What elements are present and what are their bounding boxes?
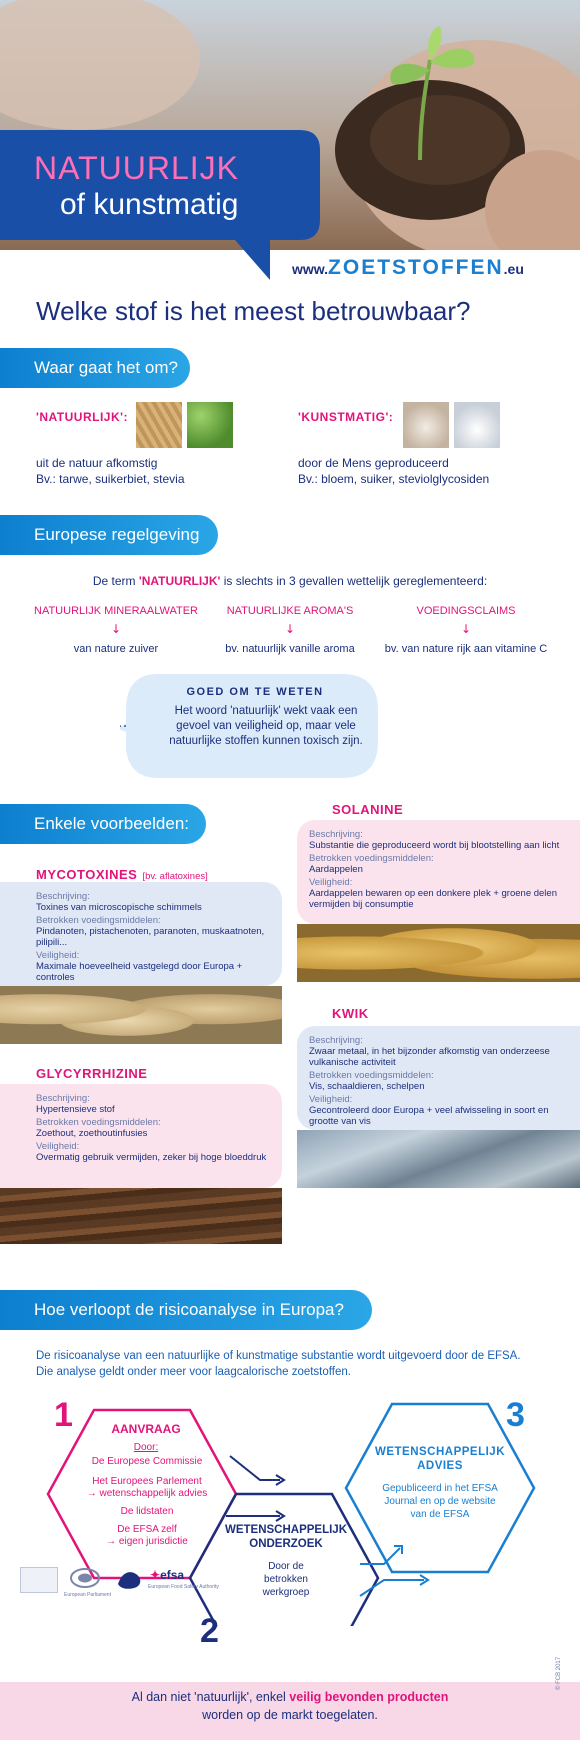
step2-title-2: ONDERZOEK [249,1538,323,1550]
stevia-photo [187,402,233,448]
natural-label: 'NATUURLIJK': [36,410,128,424]
glycyrrhizine-box [0,1084,282,1188]
glycyrrhizine-desc-label: Beschrijving: [36,1093,90,1104]
case-claims-arrow: ↓ [460,622,472,636]
efsa-logo-mark: ✦ [150,1568,161,1582]
step3-title-2: ADVIES [417,1460,463,1472]
section-heading-about: Waar gaat het om? [0,348,190,388]
regulation-intro-term: 'NATUURLIJK' [138,574,221,588]
mycotoxines-desc: Toxines van microscopische schimmels [36,902,202,913]
step2-title-1: WETENSCHAPPELIJK [224,1524,348,1536]
solanine-title: SOLANINE [332,802,404,817]
footer-line-1 [0,1690,580,1704]
kwik-box [297,1026,580,1130]
efsa-logo-text: efsa [160,1568,185,1582]
glycyrrhizine-safety-label: Veiligheid: [36,1141,80,1152]
step1-item-efsa-sub: → eigen jurisdictie [106,1536,188,1547]
member-states-map-logo [112,1566,146,1592]
section-heading-risk: Hoe verloopt de risicoanalyse in Europa? [0,1290,372,1330]
case-mineral-water-arrow: ↓ [110,622,122,636]
licorice-photo [0,1188,282,1244]
potatoes-photo [297,924,580,982]
pistachios-photo [0,986,282,1044]
step2-text: Door de betrokken werkgroep [262,1561,310,1598]
mycotoxines-food: Pindanoten, pistachenoten, paranoten, muskaatnoten, pilipili... [36,926,265,948]
natural-line1: uit de natuur afkomstig [36,456,158,470]
glycyrrhizine-safety: Overmatig gebruik vermijden, zeker bij hoge bloeddruk [36,1152,267,1163]
kwik-safety: Gecontroleerd door Europa + veel afwisseling in soort en grootte van vis [309,1105,549,1127]
solanine-safety: Aardappelen bewaren op een donkere plek + groene delen vermijden bij consumptie [309,888,557,910]
artificial-line2: Bv.: bloem, suiker, steviolglycosiden [298,472,490,486]
case-claims-head: VOEDINGSCLAIMS [416,605,516,617]
mycotoxines-note: [bv. aflatoxines] [142,871,208,882]
case-claims-value: bv. van nature rijk aan vitamine C [384,643,548,655]
website-link[interactable] [292,256,524,280]
mycotoxines-title: MYCOTOXINES [36,867,138,882]
footer-copyright: © FCB 2017 [556,1656,562,1690]
kwik-desc: Zwaar metaal, in het bijzonder afkomstig van onderzeese vulkanische activiteit [309,1046,550,1068]
mycotoxines-desc-label: Beschrijving: [36,891,90,902]
case-mineral-water-head: NATUURLIJK MINERAALWATER [34,605,198,617]
footer-line-2: worden op de markt toegelaten. [202,1708,378,1722]
artificial-label: 'KUNSTMATIG': [298,410,394,424]
solanine-safety-label: Veiligheid: [309,877,353,888]
solanine-desc-label: Beschrijving: [309,829,363,840]
footer-bold: veilig bevonden producten [289,1690,449,1704]
artificial-line1: door de Mens geproduceerd [298,456,449,470]
website-suffix: .eu [503,261,524,277]
section-heading-regulation: Europese regelgeving [0,515,218,555]
flour-photo [403,402,449,448]
step3-text: Gepubliceerd in het EFSA Journal en op de website van de EFSA [382,1483,498,1520]
risk-intro-2: Die analyse geldt onder meer voor laagcalorische zoetstoffen. [36,1366,351,1378]
section-heading-examples: Enkele voorbeelden: [0,804,206,844]
kwik-food-label: Betrokken voedingsmiddelen: [309,1070,434,1081]
eu-commission-logo [20,1567,58,1593]
mycotoxines-safety-label: Veiligheid: [36,950,80,961]
regulation-intro [0,574,580,588]
title-sub: of kunstmatig [60,188,239,221]
step1-item-parliament-sub: → wetenschappelijk advies [86,1488,208,1499]
step1-title: AANVRAAG [111,1422,181,1436]
kwik-title: KWIK [332,1006,369,1021]
step1-item-efsa: De EFSA zelf [117,1524,177,1535]
mycotoxines-safety: Maximale hoeveelheid vastgelegd door Europa + controles [36,961,243,983]
risk-intro-1: De risicoanalyse van een natuurlijke of kunstmatige substantie wordt uitgevoerd door de EFSA. [36,1350,521,1362]
footer-pre: Al dan niet 'natuurlijk', enkel [131,1690,286,1704]
title-main: NATUURLIJK [34,150,239,186]
glycyrrhizine-food-label: Betrokken voedingsmiddelen: [36,1117,161,1128]
mycotoxines-box [0,882,282,986]
step1-item-commission: De Europese Commissie [91,1456,203,1467]
european-parliament-logo [68,1568,102,1592]
glycyrrhizine-title: GLYCYRRHIZINE [36,1066,148,1081]
case-mineral-water-value: van nature zuiver [73,643,159,655]
regulation-intro-post: is slechts in 3 gevallen wettelijk gereglementeerd: [223,574,488,588]
tip-title: GOED OM TE WETEN [186,686,324,698]
solanine-desc: Substantie die geproduceerd wordt bij blootstelling aan licht [309,840,560,851]
step3-number: 3 [506,1396,525,1434]
glycyrrhizine-food: Zoethout, zoethoutinfusies [36,1128,148,1139]
step1-door: Door: [133,1442,159,1453]
mycotoxines-heading [36,864,208,883]
efsa-logo [150,1568,184,1582]
mycotoxines-food-label: Betrokken voedingsmiddelen: [36,915,161,926]
website-brand: ZOETSTOFFEN [328,256,504,279]
solanine-food-label: Betrokken voedingsmiddelen: [309,853,434,864]
step1-number: 1 [54,1396,73,1434]
step3-title-1: WETENSCHAPPELIJK [374,1446,506,1458]
step1-item-states: De lidstaten [120,1506,174,1517]
tip-text: Het woord 'natuurlijk' wekt vaak een gevoel van veiligheid op, maar vele natuurlijke stoffen kunnen toxisch zijn. [169,705,363,747]
glycyrrhizine-desc: Hypertensieve stof [36,1104,115,1115]
wheat-photo [136,402,182,448]
step1-item-parliament: Het Europees Parlement [92,1476,202,1487]
efsa-logo-caption: European Food Safety Authority [148,1584,219,1590]
case-aromas-head: NATUURLIJKE AROMA'S [226,605,354,617]
case-aromas-arrow: ↓ [284,622,296,636]
european-parliament-caption: European Parliament [64,1592,111,1598]
fish-photo [297,1130,580,1188]
solanine-food: Aardappelen [309,864,363,875]
kwik-safety-label: Veiligheid: [309,1094,353,1105]
step2-number: 2 [200,1612,219,1650]
natural-line2: Bv.: tarwe, suikerbiet, stevia [36,472,185,486]
website-prefix: www. [292,261,329,277]
regulation-intro-pre: De term [92,574,136,588]
solanine-box [297,820,580,924]
case-aromas-value: bv. natuurlijk vanille aroma [225,643,355,655]
headline: Welke stof is het meest betrouwbaar? [36,296,471,326]
kwik-food: Vis, schaaldieren, schelpen [309,1081,425,1092]
kwik-desc-label: Beschrijving: [309,1035,363,1046]
sugar-photo [454,402,500,448]
